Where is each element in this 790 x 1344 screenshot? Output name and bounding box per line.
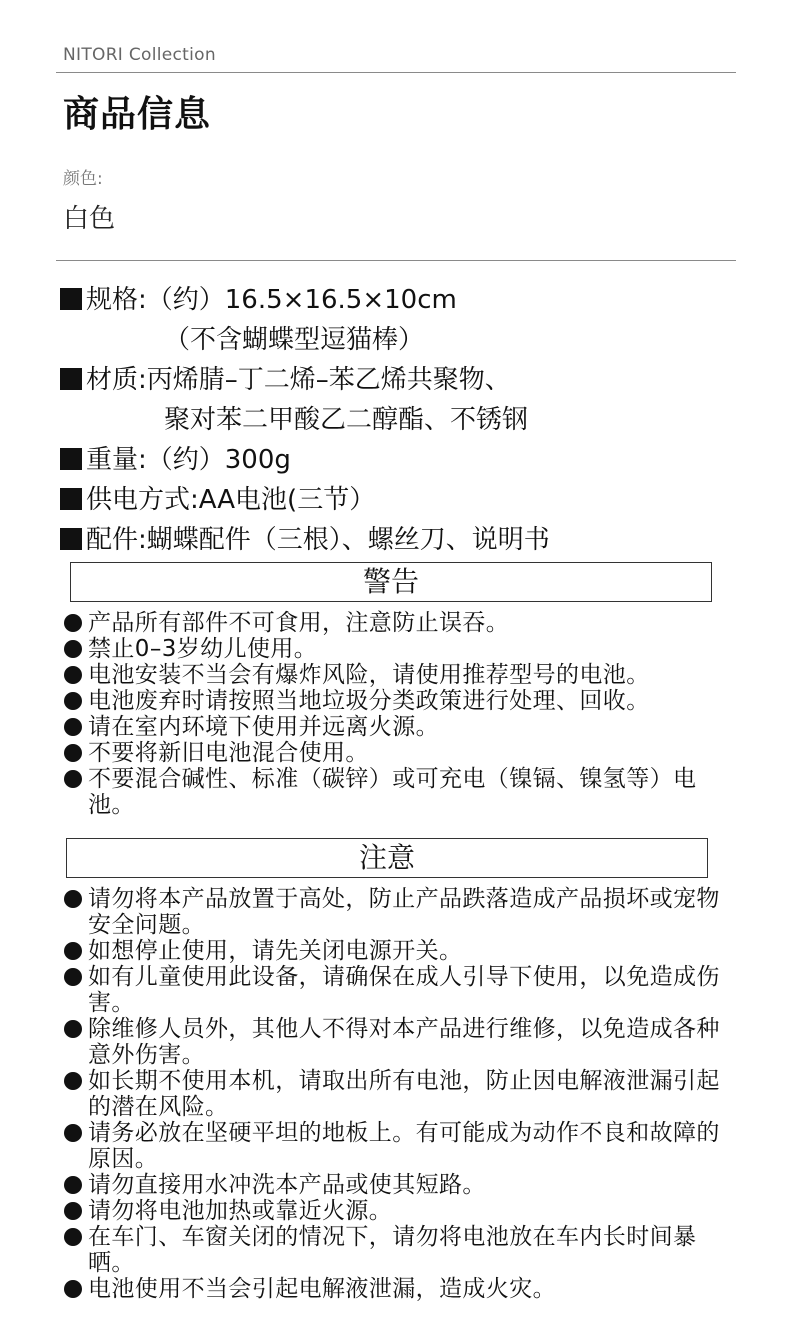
list-item: 请务必放在坚硬平坦的地板上。有可能成为动作不良和故障的原因。 [64,1120,724,1172]
spec-size [60,280,740,360]
bullet-icon [64,968,82,986]
bullet-icon [64,718,82,736]
spec-label: 材质: [86,365,147,395]
spec-label: 规格: [86,285,147,315]
list-item: 请勿将本产品放置于高处，防止产品跌落造成产品损坏或宠物安全问题。 [64,886,724,938]
spec-weight [60,440,740,480]
square-bullet-icon [60,488,82,510]
bullet-icon [64,1202,82,1220]
list-item: 不要将新旧电池混合使用。 [64,740,724,766]
spec-value-continued: （不含蝴蝶型逗猫棒） [164,325,425,355]
list-item: 在车门、车窗关闭的情况下，请勿将电池放在车内长时间暴晒。 [64,1224,724,1276]
top-divider [56,72,736,73]
list-item: 请在室内环境下使用并远离火源。 [64,714,724,740]
list-item: 请勿将电池加热或靠近火源。 [64,1198,724,1224]
list-item: 电池使用不当会引起电解液泄漏，造成火灾。 [64,1276,724,1302]
caution-heading: 注意 [66,838,708,878]
list-item: 请勿直接用水冲洗本产品或使其短路。 [64,1172,724,1198]
list-item: 如有儿童使用此设备，请确保在成人引导下使用，以免造成伤害。 [64,964,724,1016]
spec-value: AA电池(三节） [198,485,376,515]
list-item: 电池安装不当会有爆炸风险，请使用推荐型号的电池。 [64,662,724,688]
bullet-icon [64,692,82,710]
bullet-icon [64,1228,82,1246]
spec-material [60,360,740,440]
section-divider [56,260,736,261]
bullet-icon [64,942,82,960]
warning-heading: 警告 [70,562,712,602]
square-bullet-icon [60,288,82,310]
spec-accessories [60,520,740,560]
color-value: 白色 [63,204,116,234]
bullet-icon [64,1020,82,1038]
bullet-icon [64,1280,82,1298]
list-item: 如想停止使用，请先关闭电源开关。 [64,938,724,964]
spec-value: （约）300g [146,445,291,475]
list-item: 产品所有部件不可食用，注意防止误吞。 [64,610,724,636]
bullet-icon [64,1072,82,1090]
spec-label: 重量: [86,445,147,475]
color-label: 颜色: [63,169,103,189]
bullet-icon [64,744,82,762]
bullet-icon [64,1176,82,1194]
list-item: 电池废弃时请按照当地垃圾分类政策进行处理、回收。 [64,688,724,714]
caution-list [64,886,724,1302]
warning-list [64,610,724,818]
list-item: 如长期不使用本机，请取出所有电池，防止因电解液泄漏引起的潜在风险。 [64,1068,724,1120]
square-bullet-icon [60,528,82,550]
bullet-icon [64,640,82,658]
list-item: 不要混合碱性、标准（碳锌）或可充电（镍镉、镍氢等）电池。 [64,766,724,818]
page-title: 商品信息 [63,94,212,135]
spec-label: 配件: [86,525,147,555]
brand-label: NITORI Collection [63,45,216,65]
spec-value: 丙烯腈–丁二烯–苯乙烯共聚物、 [146,365,511,395]
spec-value-continued: 聚对苯二甲酸乙二醇酯、不锈钢 [164,405,529,435]
spec-label: 供电方式: [86,485,199,515]
bullet-icon [64,1124,82,1142]
bullet-icon [64,614,82,632]
bullet-icon [64,770,82,788]
spec-list [60,280,740,560]
square-bullet-icon [60,448,82,470]
spec-value: 蝴蝶配件（三根）、螺丝刀、说明书 [146,525,550,555]
bullet-icon [64,666,82,684]
spec-power [60,480,740,520]
list-item: 除维修人员外，其他人不得对本产品进行维修，以免造成各种意外伤害。 [64,1016,724,1068]
spec-value: （约）16.5×16.5×10cm [146,285,457,315]
bullet-icon [64,890,82,908]
square-bullet-icon [60,368,82,390]
list-item: 禁止0–3岁幼儿使用。 [64,636,724,662]
